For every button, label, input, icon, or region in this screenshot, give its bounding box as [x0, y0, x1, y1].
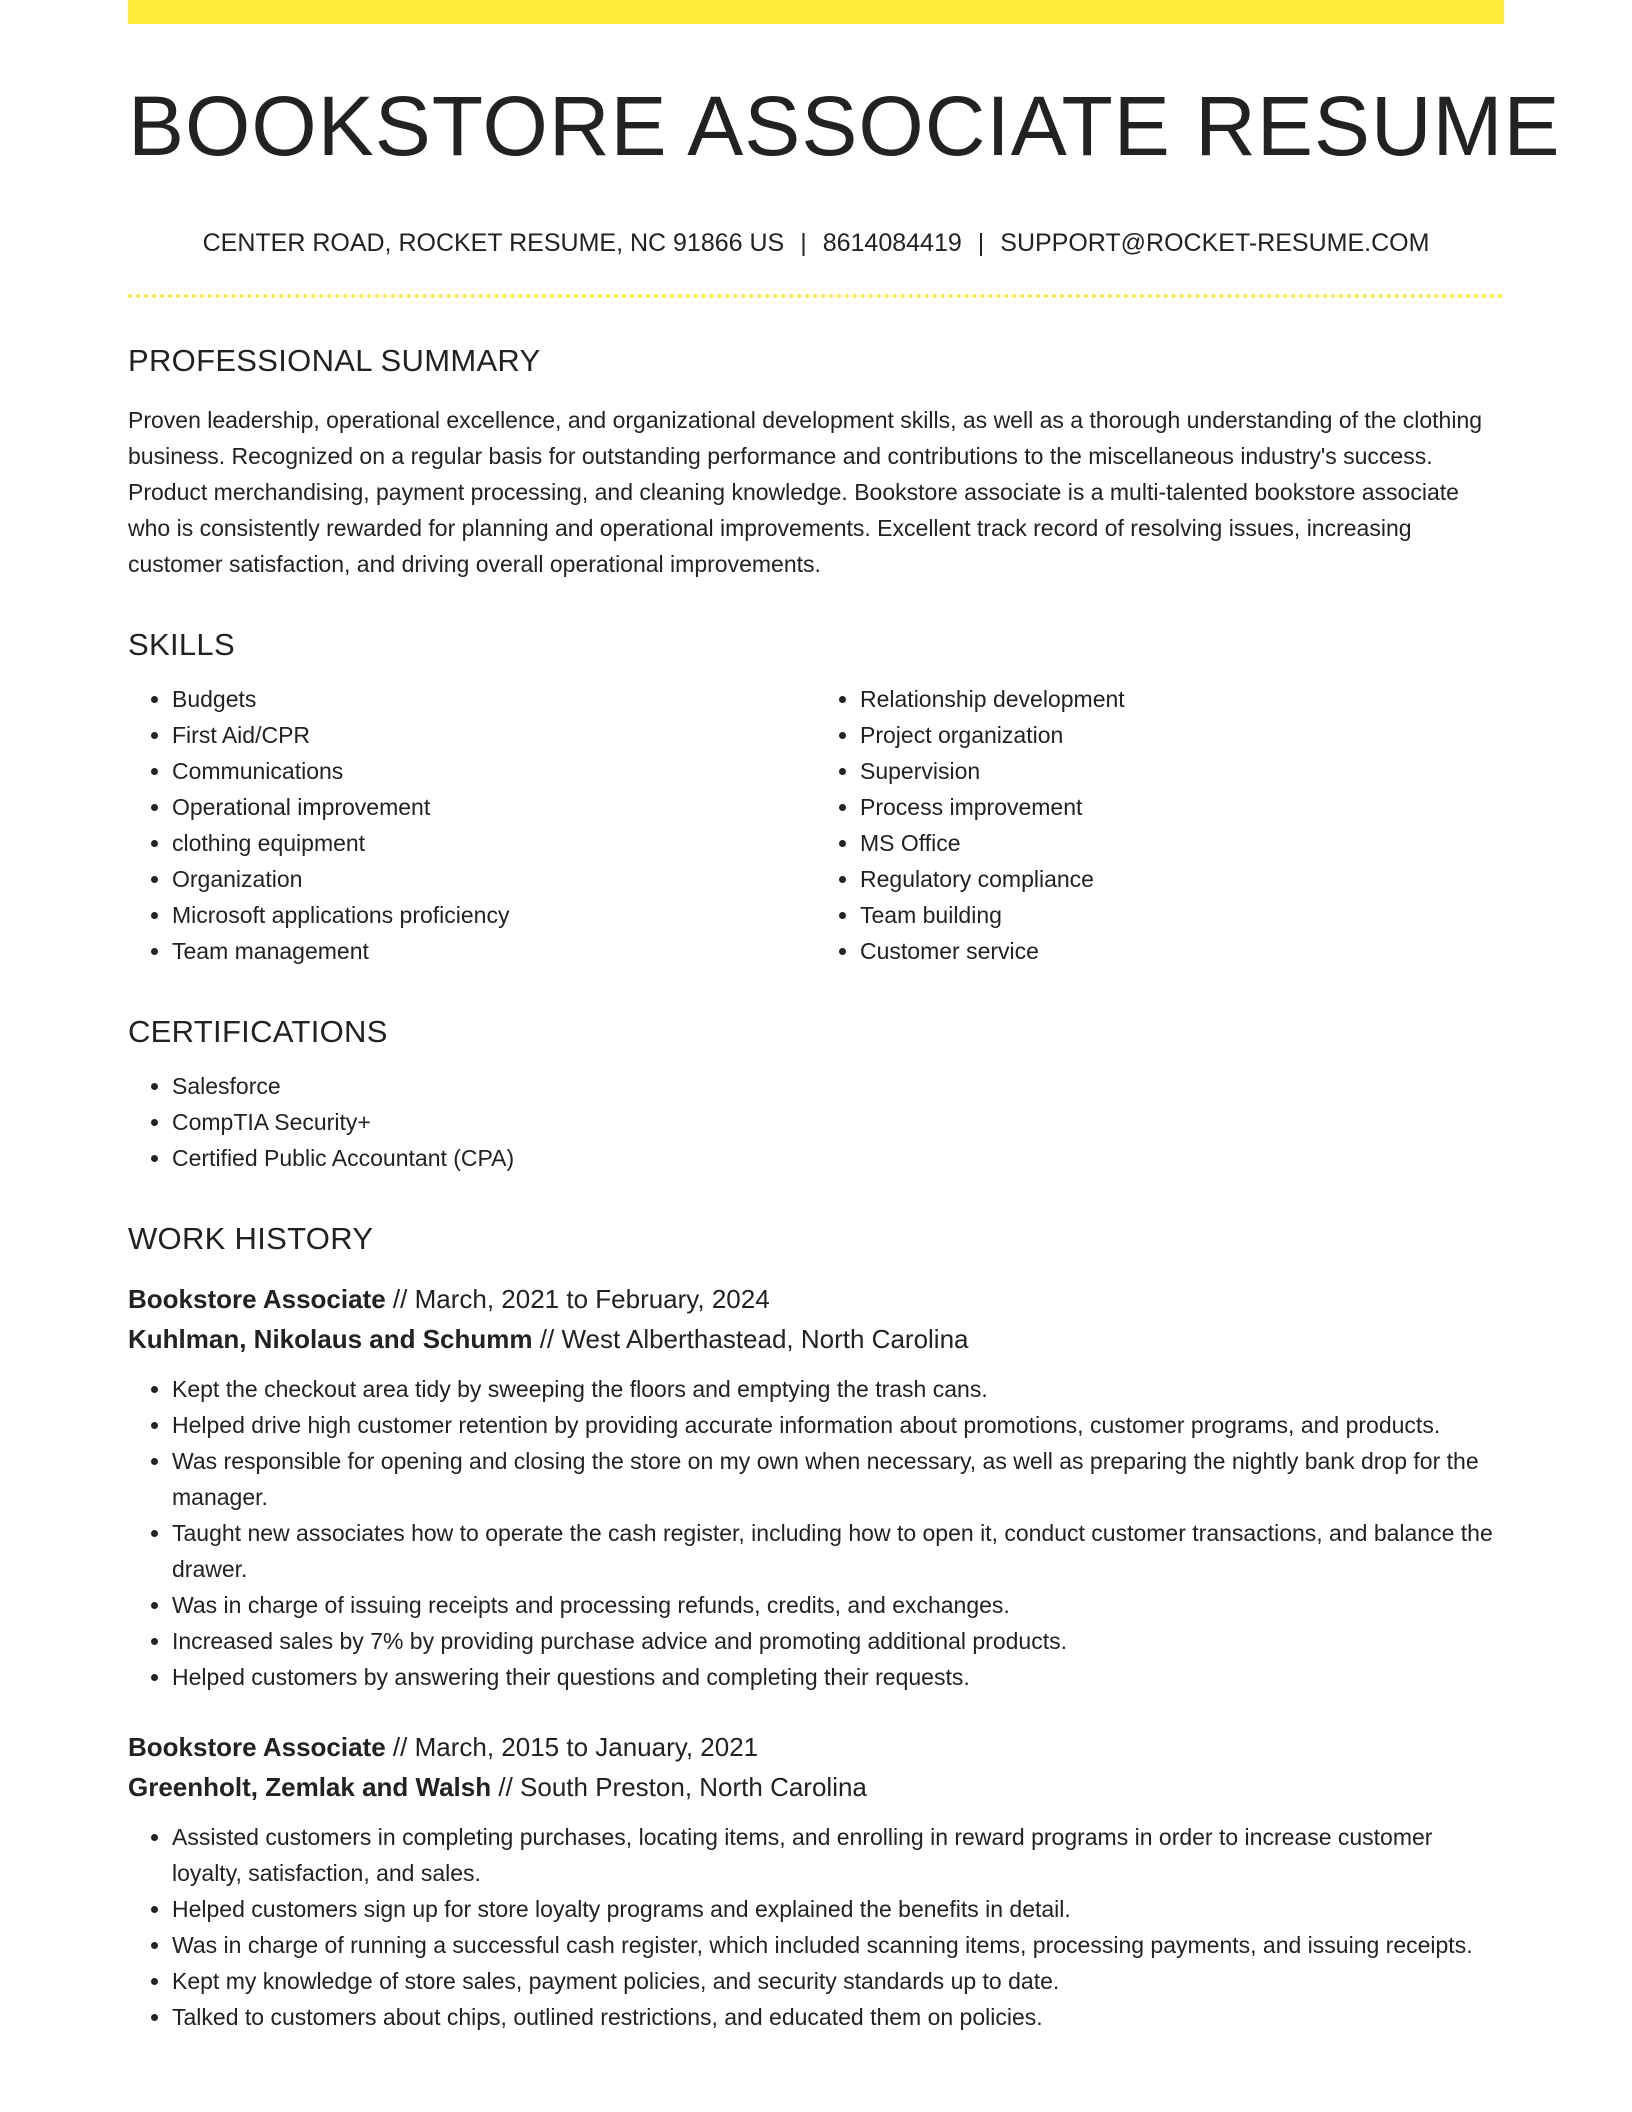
job-title-line: [128, 1727, 1504, 1767]
section-heading-work-history: WORK HISTORY: [128, 1220, 374, 1256]
job-bullet: • Assisted customers in completing purchases, locating items, and enrolling in reward programs in order to increase customer loyalty, satisfaction, and sales.: [172, 1819, 1504, 1891]
skills-list-left: [128, 681, 816, 969]
job-entry: [128, 1727, 1504, 2035]
dotted-divider: [128, 294, 1504, 298]
section-heading-skills: SKILLS: [128, 626, 235, 662]
resume-title: BOOKSTORE ASSOCIATE RESUME: [128, 79, 1561, 173]
skill-item: • Supervision: [860, 753, 1504, 789]
certifications-section: [128, 1013, 1504, 1176]
skills-list-right: [816, 681, 1504, 969]
section-heading-summary: PROFESSIONAL SUMMARY: [128, 343, 541, 379]
job-bullets: [128, 1371, 1504, 1695]
skills-columns: [128, 681, 1504, 969]
skill-item: • First Aid/CPR: [172, 717, 816, 753]
job-divider: //: [392, 1284, 408, 1315]
job-title-line: [128, 1279, 1504, 1319]
certification-item: • CompTIA Security+: [172, 1104, 1504, 1140]
job-bullet: • Taught new associates how to operate the cash register, including how to open it, conduct customer transactions, and balance the drawer.: [172, 1515, 1504, 1587]
job-company-line: [128, 1319, 1504, 1359]
job-company-line: [128, 1767, 1504, 1807]
skill-item: • Relationship development: [860, 681, 1504, 717]
job-divider: //: [539, 1324, 555, 1355]
job-bullet: • Helped drive high customer retention by providing accurate information about promotions, customer programs, and products.: [172, 1407, 1504, 1443]
job-bullet: • Talked to customers about chips, outlined restrictions, and educated them on policies.: [172, 1999, 1504, 2035]
certification-item: • Salesforce: [172, 1068, 1504, 1104]
job-company: Greenholt, Zemlak and Walsh: [128, 1772, 492, 1803]
job-company: Kuhlman, Nikolaus and Schumm: [128, 1324, 533, 1355]
contact-address: CENTER ROAD, ROCKET RESUME, NC 91866 US: [202, 229, 785, 258]
section-heading-certifications: CERTIFICATIONS: [128, 1013, 388, 1049]
skill-item: • Organization: [172, 861, 816, 897]
contact-line: [128, 228, 1504, 258]
job-bullet: • Kept my knowledge of store sales, payment policies, and security standards up to date.: [172, 1963, 1504, 1999]
skill-item: • Team management: [172, 933, 816, 969]
skill-item: • Operational improvement: [172, 789, 816, 825]
skill-item: • Budgets: [172, 681, 816, 717]
job-entry: [128, 1279, 1504, 1695]
certification-item: • Certified Public Accountant (CPA): [172, 1140, 1504, 1176]
contact-separator: |: [800, 229, 807, 258]
professional-summary-section: [128, 342, 1504, 581]
contact-email: SUPPORT@ROCKET-RESUME.COM: [1000, 229, 1430, 258]
certifications-list: [128, 1068, 1504, 1176]
top-accent-bar: [128, 0, 1504, 24]
job-bullet: • Was in charge of running a successful cash register, which included scanning items, processing payments, and issuing receipts.: [172, 1927, 1504, 1963]
summary-text: Proven leadership, operational excellence, and organizational development skills, as well as a thorough understanding of the clothing business. Recognized on a regular basis for outstanding performance and contributions to the miscellaneous industry's success. Product merchandising, payment processing, and cleaning knowledge. Bookstore associate is a multi-talented bookstore associate who is consistently rewarded for planning and operational improvements. Excellent track record of resolving issues, increasing customer satisfaction, and driving overall operational improvements.: [128, 406, 1483, 577]
job-bullet: • Helped customers by answering their questions and completing their requests.: [172, 1659, 1504, 1695]
job-dates: March, 2021 to February, 2024: [414, 1284, 770, 1315]
skills-section: [128, 626, 1504, 969]
job-location: West Alberthastead, North Carolina: [561, 1324, 969, 1355]
skill-item: • Process improvement: [860, 789, 1504, 825]
work-history-section: [128, 1220, 1504, 2035]
skill-item: • Communications: [172, 753, 816, 789]
skill-item: • clothing equipment: [172, 825, 816, 861]
job-divider: //: [498, 1772, 513, 1803]
job-bullets: [128, 1819, 1504, 2035]
job-bullet: • Helped customers sign up for store loyalty programs and explained the benefits in detail.: [172, 1891, 1504, 1927]
skill-item: • Team building: [860, 897, 1504, 933]
job-title: Bookstore Associate: [128, 1732, 386, 1763]
job-dates: March, 2015 to January, 2021: [414, 1732, 759, 1763]
resume-page: [128, 0, 1561, 2035]
skill-item: • Project organization: [860, 717, 1504, 753]
job-bullet: • Increased sales by 7% by providing purchase advice and promoting additional products.: [172, 1623, 1504, 1659]
job-bullet: • Was responsible for opening and closing the store on my own when necessary, as well as preparing the nightly bank drop for the manager.: [172, 1443, 1504, 1515]
skill-item: • MS Office: [860, 825, 1504, 861]
job-location: South Preston, North Carolina: [520, 1772, 867, 1803]
skill-item: • Customer service: [860, 933, 1504, 969]
job-divider: //: [392, 1732, 408, 1763]
skill-item: • Microsoft applications proficiency: [172, 897, 816, 933]
job-title: Bookstore Associate: [128, 1284, 386, 1315]
contact-separator: |: [977, 229, 985, 258]
contact-phone: 8614084419: [822, 229, 962, 258]
skill-item: • Regulatory compliance: [860, 861, 1504, 897]
job-bullet: • Kept the checkout area tidy by sweeping the floors and emptying the trash cans.: [172, 1371, 1504, 1407]
job-bullet: • Was in charge of issuing receipts and processing refunds, credits, and exchanges.: [172, 1587, 1504, 1623]
